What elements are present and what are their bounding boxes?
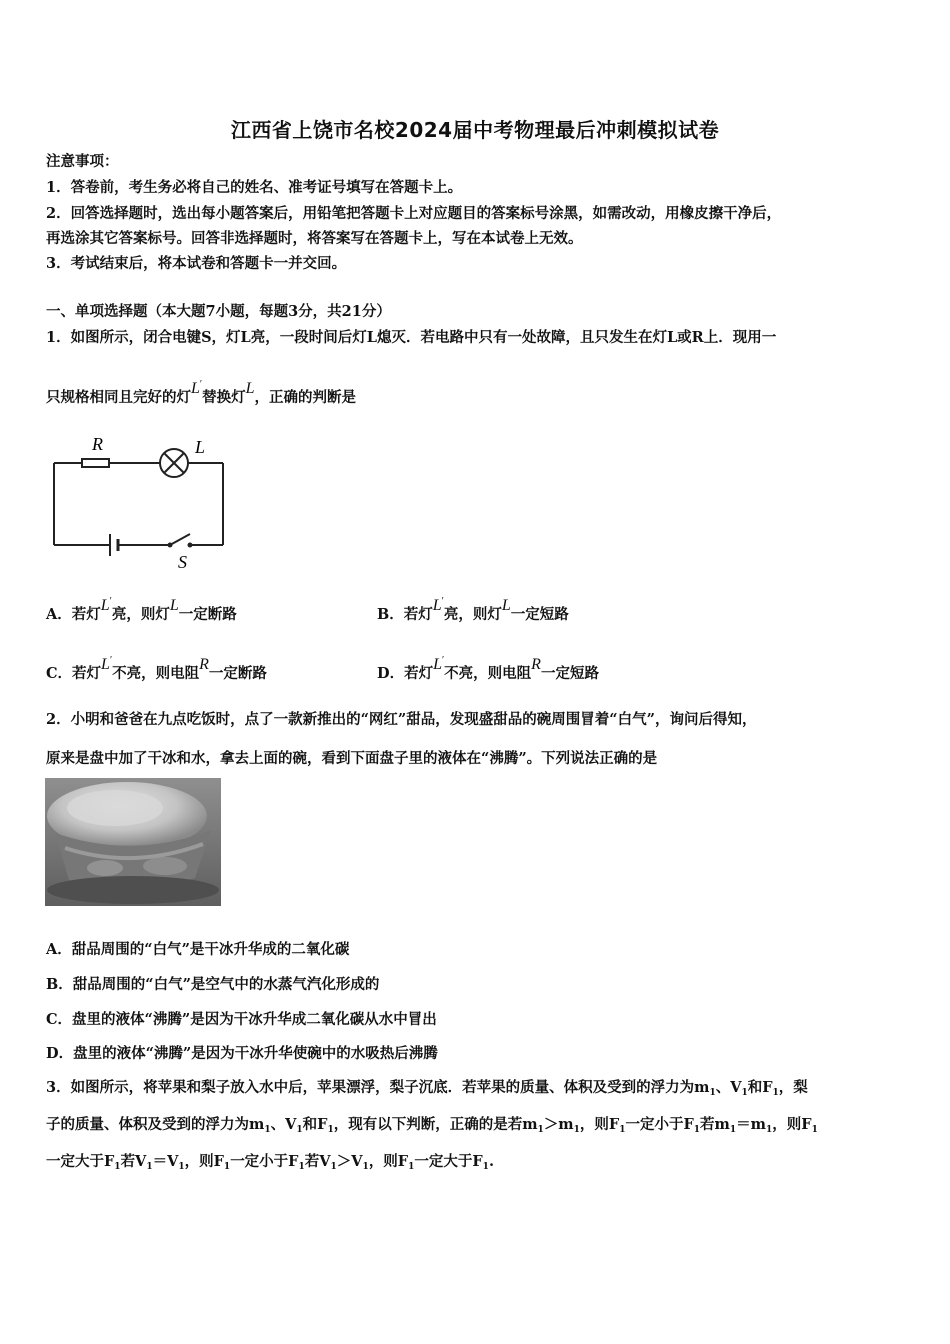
q3-stem-line2: 子的质量、体积及受到的浮力为$m_1$、$V_1$和$F_1$，现有以下判断，正确的是若$m_1>m_1$，则$F_1$一定小于$F_1$若$m_1=m_1$，则$F_1$	[46, 1116, 818, 1135]
symbol-L: L	[245, 380, 255, 397]
notice-item-2b: 再选涂其它答案标号。回答非选择题时，将答案写在答题卡上，写在本试卷上无效。	[46, 230, 583, 247]
circuit-diagram	[46, 430, 246, 576]
q3-stem-line3: 一定大于$F_1$若$V_1=V_1$，则$F_1$一定小于$F_1$若$V_1>V_1$，则$F_1$一定大于$F_1$.	[46, 1153, 494, 1172]
q2-option-d[interactable]: D．盘里的液体“沸腾”是因为干冰升华使碗中的水吸热后沸腾	[46, 1045, 438, 1062]
section-heading: 一、单项选择题（本大题7小题，每题3分，共21分）	[46, 303, 391, 320]
resistor-symbol	[82, 459, 109, 467]
q1-option-c[interactable]: C．若灯L′不亮，则电阻R一定断路	[46, 655, 267, 682]
notice-item-1: 1．答卷前，考生务必将自己的姓名、准考证号填写在答题卡上。	[46, 179, 463, 196]
q2-stem-line1: 2．小明和爸爸在九点吃饭时，点了一款新推出的“网红”甜品，发现盛甜品的碗周围冒着“白气”，询问后得知，	[46, 711, 757, 728]
label-L: L	[195, 437, 206, 457]
q2-stem-line2: 原来是盘中加了干冰和水，拿去上面的碗，看到下面盘子里的液体在“沸腾”。下列说法正确的是	[46, 750, 658, 767]
dessert-photo	[45, 778, 221, 906]
q1-stem-line2: 只规格相同且完好的灯L′替换灯L，正确的判断是	[46, 379, 356, 406]
symbol-L-prime: L′	[191, 379, 203, 397]
q1-option-d[interactable]: D．若灯L′不亮，则电阻R一定短路	[377, 655, 599, 682]
q1-option-a[interactable]: A．若灯L′亮，则灯L一定断路	[46, 596, 237, 623]
q2-option-a[interactable]: A．甜品周围的“白气”是干冰升华成的二氧化碳	[46, 941, 350, 958]
switch-symbol	[170, 534, 190, 545]
page-title: 江西省上饶市名校2024届中考物理最后冲刺模拟试卷	[230, 118, 720, 142]
q1-stem-line1: 1．如图所示，闭合电键S，灯L亮，一段时间后灯L熄灭．若电路中只有一处故障，且只发生在灯L或R上．现用一	[46, 329, 777, 346]
q1-option-b[interactable]: B．若灯L′亮，则灯L一定短路	[377, 596, 569, 623]
label-S: S	[178, 552, 187, 572]
notice-heading: 注意事项：	[46, 153, 119, 170]
label-R: R	[92, 434, 103, 454]
notice-item-3: 3．考试结束后，将本试卷和答题卡一并交回。	[46, 255, 347, 272]
q2-option-c[interactable]: C．盘里的液体“沸腾”是因为干冰升华成二氧化碳从水中冒出	[46, 1011, 437, 1028]
q2-option-b[interactable]: B．甜品周围的“白气”是空气中的水蒸气汽化形成的	[46, 976, 380, 993]
notice-item-2a: 2．回答选择题时，选出每小题答案后，用铅笔把答题卡上对应题目的答案标号涂黑，如需改动，用橡皮擦干净后，	[46, 205, 782, 222]
q3-stem-line1: 3．如图所示，将苹果和梨子放入水中后，苹果漂浮，梨子沉底．若苹果的质量、体积及受到的浮力为$m_1$、$V_1$和$F_1$，梨	[46, 1079, 808, 1098]
